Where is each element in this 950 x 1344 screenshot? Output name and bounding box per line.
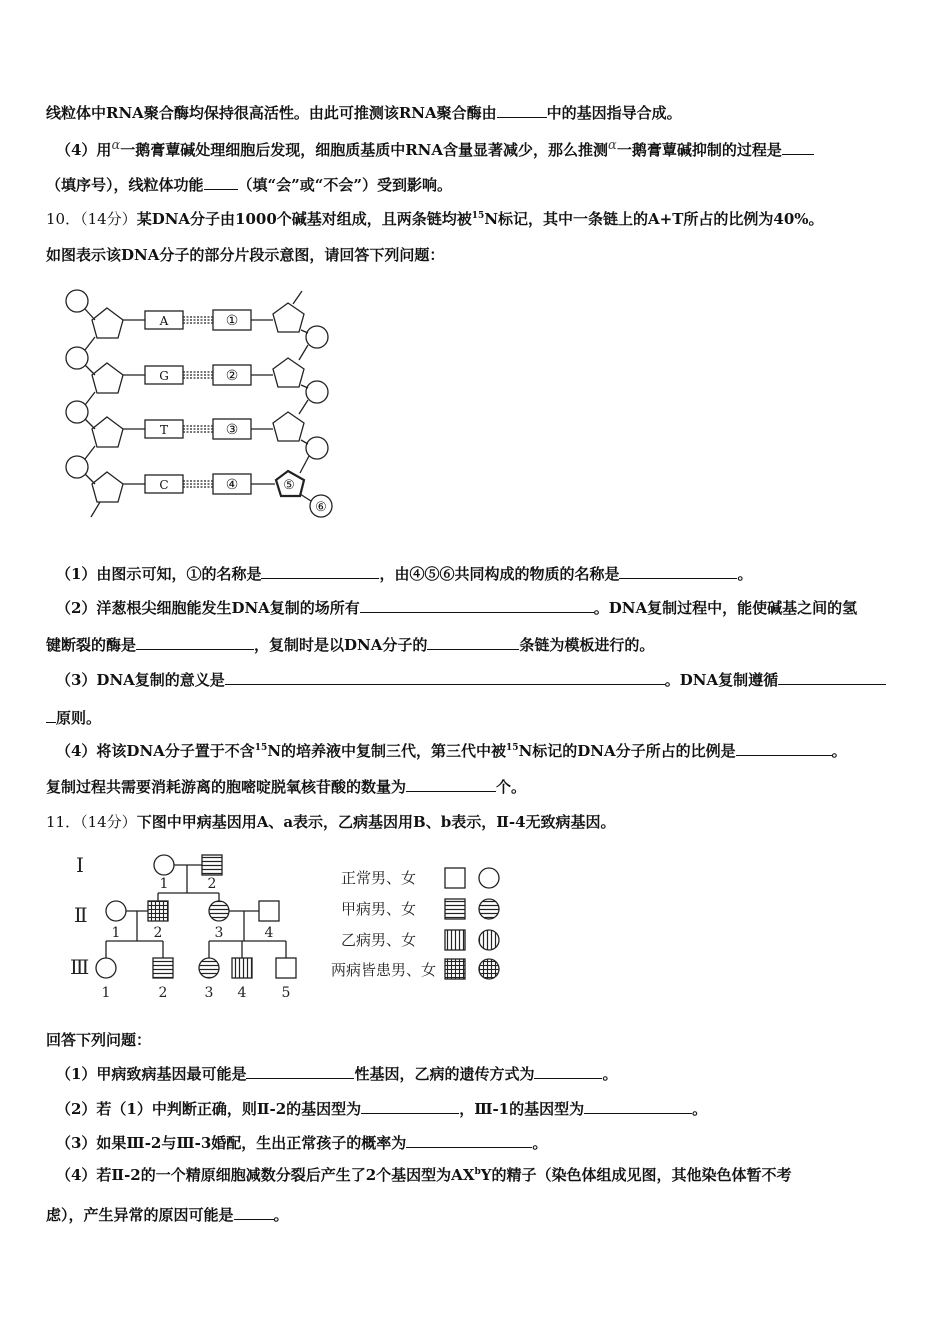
text: （4）若Ⅱ-2的一个精原细胞减数分裂后产生了2个基因型为AX — [56, 1166, 475, 1184]
individual-number: 1 — [111, 925, 121, 941]
phosphate-right-3 — [306, 437, 328, 459]
legend-normal: 正常男、女 — [340, 869, 416, 887]
q10-part4-cont — [46, 775, 526, 797]
III-5-male-normal — [276, 958, 296, 978]
text: N标记，其中一条链上的A+T所占的比例为40%。 — [484, 210, 824, 228]
individual-number: 2 — [153, 925, 163, 941]
answer-blank[interactable] — [534, 1062, 602, 1079]
generation-label: Ⅱ — [74, 903, 88, 927]
q10-stem-2 — [46, 245, 444, 265]
paired-base-label: ④ — [225, 477, 239, 493]
answer-blank[interactable] — [234, 1203, 274, 1220]
answer-blank[interactable] — [361, 1097, 459, 1114]
I-2-male-jia — [202, 855, 222, 875]
text: （2）洋葱根尖细胞能发生DNA复制的场所有 — [56, 599, 360, 617]
text: 原则。 — [56, 709, 102, 727]
answer-blank[interactable] — [204, 173, 238, 190]
answer-blank[interactable] — [360, 596, 594, 613]
legend-male-normal — [445, 868, 465, 888]
II-2-male-both — [148, 901, 168, 921]
phosphate-right-2 — [306, 381, 328, 403]
text: ，复制时是以DNA分子的 — [254, 636, 428, 654]
superscript: b — [474, 1167, 481, 1177]
text: ，Ⅲ-1的基因型为 — [459, 1100, 585, 1118]
answer-blank[interactable] — [406, 1131, 532, 1148]
text: Y的精子（染色体组成见图，其他染色体暂不考 — [480, 1166, 792, 1184]
answer-blank[interactable] — [619, 562, 737, 579]
legend-male-both — [445, 959, 465, 979]
individual-number: 5 — [281, 985, 291, 1001]
individual-number: 4 — [237, 985, 247, 1001]
intro-line-1 — [46, 101, 682, 123]
legend-jia: 甲病男、女 — [340, 900, 416, 918]
individual-number: 2 — [158, 985, 168, 1001]
text: 如图表示该DNA分子的部分片段示意图，请回答下列问题： — [46, 246, 445, 264]
legend-female-yi — [479, 930, 499, 950]
text: （填序号），线粒体功能 — [46, 176, 204, 194]
q11-stem — [46, 812, 616, 832]
text: 性基因，乙病的遗传方式为 — [354, 1065, 535, 1083]
answer-blank[interactable] — [736, 739, 832, 756]
phosphate-left-4 — [66, 456, 88, 478]
answer-blank[interactable] — [46, 706, 56, 723]
text: 。 — [737, 565, 753, 583]
pentose-left-3 — [92, 417, 123, 447]
individual-number: 3 — [214, 925, 224, 941]
answer-blank[interactable] — [246, 1062, 354, 1079]
base-label: A — [159, 314, 169, 328]
q10-part3 — [56, 668, 886, 690]
text: （1）甲病致病基因最可能是 — [56, 1065, 247, 1083]
individual-number: 3 — [204, 985, 214, 1001]
text: 条链为模板进行的。 — [519, 636, 655, 654]
intro-q4-line — [56, 136, 814, 160]
individual-number: 4 — [264, 925, 274, 941]
legend-male-jia — [445, 899, 465, 919]
answer-blank[interactable] — [778, 668, 886, 685]
legend-female-normal — [479, 868, 499, 888]
alpha-symbol: α — [111, 138, 121, 153]
pentose-left-1 — [92, 308, 123, 338]
legend-yi: 乙病男、女 — [340, 931, 416, 949]
individual-number: 2 — [207, 876, 217, 892]
text: 。 — [273, 1206, 289, 1224]
q11-part4 — [56, 1165, 791, 1185]
text: 。DNA复制过程中，能使碱基之间的氢 — [593, 599, 858, 617]
III-1-female-normal — [96, 958, 116, 978]
II-1-female-normal — [106, 901, 126, 921]
pentose-left-2 — [92, 363, 123, 393]
text: （3）DNA复制的意义是 — [56, 671, 225, 689]
text: 下图中甲病基因用A、a表示，乙病基因用B、b表示，Ⅱ-4无致病基因。 — [136, 813, 616, 831]
superscript: 15 — [506, 743, 519, 753]
pentose-right-1 — [273, 303, 304, 332]
text: 。 — [692, 1100, 708, 1118]
pentose-label: ⑤ — [283, 478, 295, 493]
q11-answer-intro — [46, 1030, 151, 1050]
text: 虑），产生异常的原因可能是 — [46, 1206, 234, 1224]
text: N标记的DNA分子所占的比例是 — [518, 742, 736, 760]
phosphate-right-1 — [306, 326, 328, 348]
answer-blank[interactable] — [497, 101, 547, 118]
legend-female-jia — [479, 899, 499, 919]
text: （2）若（1）中判断正确，则Ⅱ-2的基因型为 — [56, 1100, 362, 1118]
base-label: C — [159, 478, 169, 492]
pentose-left-4 — [92, 472, 123, 502]
answer-blank[interactable] — [782, 138, 814, 155]
text: 复制过程共需要消耗游离的胞嘧啶脱氧核苷酸的数量为 — [46, 778, 407, 796]
text: 。 — [831, 742, 847, 760]
legend-female-both — [479, 959, 499, 979]
text: 一鹅膏蕈碱抑制的过程是 — [616, 141, 782, 159]
q10-part2 — [56, 596, 857, 618]
II-4-male-normal — [259, 901, 279, 921]
answer-blank[interactable] — [406, 775, 496, 792]
text: 个。 — [496, 778, 527, 796]
III-3-female-jia — [199, 958, 219, 978]
superscript: 15 — [254, 743, 268, 753]
pentose-right-3 — [273, 412, 304, 441]
text: （1）由图示可知，①的名称是 — [56, 565, 262, 583]
text: 一鹅膏蕈碱处理细胞后发现，细胞质基质中RNA含量显著减少，那么推测 — [120, 141, 609, 159]
text: ，由④⑤⑥共同构成的物质的名称是 — [379, 565, 620, 583]
q10-part2-cont — [46, 633, 654, 655]
generation-label: Ⅰ — [76, 853, 84, 877]
q11-part1 — [56, 1062, 617, 1084]
paired-base-label: ③ — [225, 422, 239, 438]
text: 。 — [602, 1065, 618, 1083]
text: （4）将该DNA分子置于不含 — [56, 742, 255, 760]
base-label: G — [159, 369, 169, 383]
text: 线粒体中RNA聚合酶均保持很高活性。由此可推测该RNA聚合酶由 — [46, 104, 497, 122]
legend-both: 两病皆患男、女 — [330, 961, 436, 979]
text: （4）用 — [56, 141, 112, 159]
text: （3）如果Ⅲ-2与Ⅲ-3婚配，生出正常孩子的概率为 — [56, 1134, 407, 1152]
paired-base-label: ① — [225, 313, 239, 329]
text: 。 — [532, 1134, 548, 1152]
text: 中的基因指导合成。 — [546, 104, 682, 122]
II-3-female-jia — [209, 901, 229, 921]
q10-part1 — [56, 562, 752, 584]
individual-number: 1 — [159, 876, 169, 892]
superscript: 15 — [471, 211, 485, 221]
q11-part3 — [56, 1131, 547, 1153]
q10-stem — [46, 209, 824, 229]
phosphate-left-3 — [66, 401, 88, 423]
question-number: 10．（14分） — [46, 210, 137, 228]
q11-part2 — [56, 1097, 707, 1119]
phosphate-label: ⑥ — [315, 500, 327, 515]
generation-label: Ⅲ — [70, 955, 90, 979]
base-label: T — [159, 423, 169, 437]
text: 回答下列问题： — [46, 1031, 152, 1049]
text: 键断裂的酶是 — [46, 636, 137, 654]
answer-blank[interactable] — [261, 562, 379, 579]
intro-q4-line-2 — [46, 173, 452, 195]
q10-part3-cont — [46, 706, 101, 728]
III-4-male-yi — [232, 958, 252, 978]
text: （填“会”或“不会”）受到影响。 — [237, 176, 453, 194]
answer-blank[interactable] — [136, 633, 254, 650]
dna-diagram — [55, 285, 345, 540]
pentose-right-2 — [273, 358, 304, 387]
paired-base-label: ② — [225, 368, 239, 384]
q10-part4 — [56, 739, 847, 761]
III-2-male-jia — [153, 958, 173, 978]
I-1-female-normal — [154, 855, 174, 875]
text: 。DNA复制遵循 — [664, 671, 779, 689]
answer-blank[interactable] — [225, 668, 665, 685]
text: 某DNA分子由1000个碱基对组成，且两条链均被 — [136, 210, 472, 228]
answer-blank[interactable] — [584, 1097, 692, 1114]
question-number: 11．（14分） — [46, 813, 137, 831]
text: N的培养液中复制三代，第三代中被 — [267, 742, 507, 760]
answer-blank[interactable] — [427, 633, 519, 650]
q11-part4-cont — [46, 1203, 289, 1225]
phosphate-left-1 — [66, 290, 88, 312]
pedigree-chart — [66, 848, 516, 1008]
legend-male-yi — [445, 930, 465, 950]
phosphate-left-2 — [66, 347, 88, 369]
alpha-symbol: α — [608, 138, 617, 153]
individual-number: 1 — [101, 985, 111, 1001]
